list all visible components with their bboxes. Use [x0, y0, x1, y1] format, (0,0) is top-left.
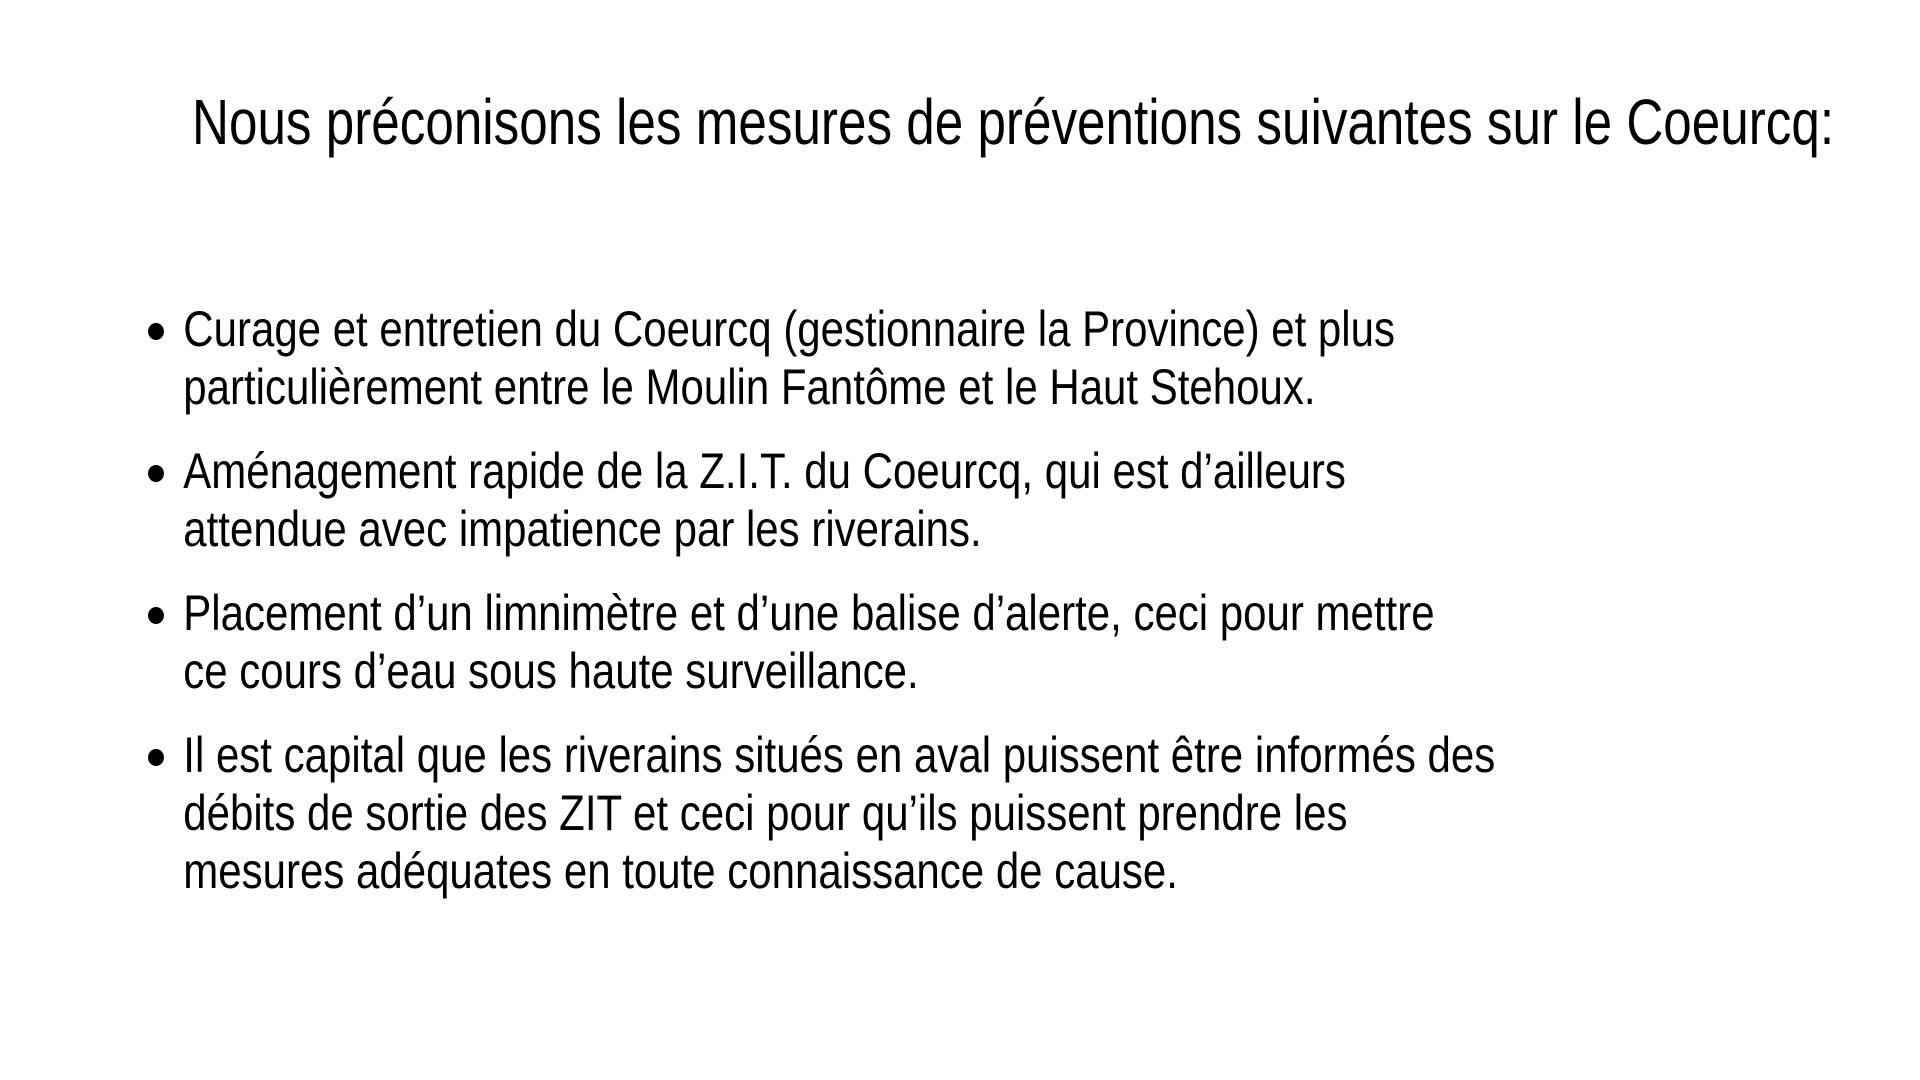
slide-title: Nous préconisons les mesures de préventions suivantes sur le Coeurcq:: [192, 86, 1835, 158]
bullet-line: Curage et entretien du Coeurcq (gestionnaire la Province) et plus: [183, 301, 1395, 357]
bullet-item-curage: [148, 300, 1870, 416]
bullet-line: attendue avec impatience par les riverains.: [183, 501, 982, 557]
bullet-dot-icon: [148, 465, 164, 482]
bullet-line: Placement d’un limnimètre et d’une balise d’alerte, ceci pour mettre: [183, 585, 1435, 641]
bullet-dot-icon: [148, 749, 164, 766]
bullet-list: [148, 300, 1870, 900]
bullet-item-information-riverains: [148, 726, 1870, 900]
bullet-line: débits de sortie des ZIT et ceci pour qu’ils puissent prendre les: [183, 785, 1348, 841]
bullet-line: ce cours d’eau sous haute surveillance.: [183, 643, 919, 699]
bullet-dot-icon: [148, 607, 164, 624]
bullet-item-amenagement: [148, 442, 1870, 558]
bullet-line: mesures adéquates en toute connaissance de cause.: [183, 843, 1178, 899]
bullet-line: Aménagement rapide de la Z.I.T. du Coeurcq, qui est d’ailleurs: [183, 443, 1346, 499]
bullet-line: particulièrement entre le Moulin Fantôme et le Haut Stehoux.: [183, 359, 1316, 415]
bullet-dot-icon: [148, 323, 164, 340]
bullet-item-placement: [148, 584, 1870, 700]
bullet-line: Il est capital que les riverains situés en aval puissent être informés des: [183, 727, 1496, 783]
